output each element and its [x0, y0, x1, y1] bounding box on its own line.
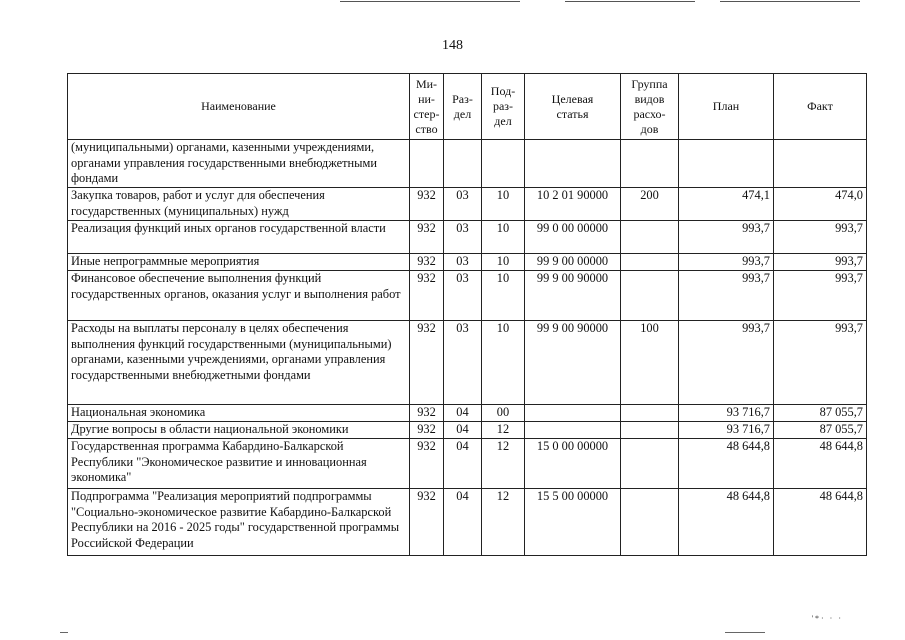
table-row	[68, 271, 867, 321]
row-subsection: 10	[482, 188, 525, 221]
row-subsection: 00	[482, 405, 525, 422]
header-group: Группа видов расхо- дов	[621, 74, 679, 140]
row-section: 04	[444, 439, 482, 489]
row-section: 03	[444, 188, 482, 221]
row-fact: 87 055,7	[774, 405, 867, 422]
row-group	[621, 140, 679, 188]
row-fact: 993,7	[774, 271, 867, 321]
row-target: 10 2 01 90000	[525, 188, 621, 221]
row-plan: 993,7	[679, 271, 774, 321]
row-target: 99 0 00 00000	[525, 221, 621, 254]
footer-dash-left	[60, 632, 68, 633]
row-name: Реализация функций иных органов государственной власти	[68, 221, 410, 254]
row-target	[525, 422, 621, 439]
row-subsection: 12	[482, 422, 525, 439]
row-ministry: 932	[410, 254, 444, 271]
row-ministry: 932	[410, 321, 444, 405]
row-subsection: 10	[482, 221, 525, 254]
row-name: Иные непрограммные мероприятия	[68, 254, 410, 271]
table-row	[68, 489, 867, 556]
table-row	[68, 254, 867, 271]
row-ministry: 932	[410, 405, 444, 422]
header-name: Наименование	[68, 74, 410, 140]
row-name: (муниципальными) органами, казенными учреждениями, органами управления государственными внебюджетными фондами	[68, 140, 410, 188]
row-ministry: 932	[410, 271, 444, 321]
row-name: Национальная экономика	[68, 405, 410, 422]
table-row	[68, 221, 867, 254]
row-group: 200	[621, 188, 679, 221]
row-group	[621, 405, 679, 422]
row-fact: 474,0	[774, 188, 867, 221]
row-plan: 993,7	[679, 254, 774, 271]
row-section: 04	[444, 489, 482, 556]
row-group	[621, 221, 679, 254]
row-ministry: 932	[410, 422, 444, 439]
row-target: 15 0 00 00000	[525, 439, 621, 489]
row-name: Государственная программа Кабардино-Балкарской Республики "Экономическое развитие и инновационная экономика"	[68, 439, 410, 489]
top-rule-mid	[565, 1, 695, 2]
row-target: 99 9 00 90000	[525, 271, 621, 321]
row-section: 04	[444, 405, 482, 422]
top-rule-right	[720, 1, 860, 2]
row-group	[621, 254, 679, 271]
row-name: Подпрограмма "Реализация мероприятий подпрограммы "Социально-экономическое развитие Кабардино-Балкарской Республики на 2016 - 2025 годы" государственной программы Российской Федерации	[68, 489, 410, 556]
row-plan: 474,1	[679, 188, 774, 221]
row-fact	[774, 140, 867, 188]
row-fact: 87 055,7	[774, 422, 867, 439]
footer-dash-right	[725, 632, 765, 633]
header-section: Раз- дел	[444, 74, 482, 140]
row-subsection: 12	[482, 439, 525, 489]
page-number: 148	[442, 38, 463, 53]
row-plan	[679, 140, 774, 188]
row-section: 04	[444, 422, 482, 439]
row-name: Закупка товаров, работ и услуг для обеспечения государственных (муниципальных) нужд	[68, 188, 410, 221]
row-ministry: 932	[410, 221, 444, 254]
row-target	[525, 405, 621, 422]
row-subsection: 10	[482, 271, 525, 321]
row-fact: 993,7	[774, 254, 867, 271]
row-section: 03	[444, 271, 482, 321]
row-name: Финансовое обеспечение выполнения функций государственных органов, оказания услуг и выполнения работ	[68, 271, 410, 321]
row-group: 100	[621, 321, 679, 405]
row-fact: 993,7	[774, 321, 867, 405]
header-ministry: Ми- ни- стер- ство	[410, 74, 444, 140]
row-fact: 48 644,8	[774, 439, 867, 489]
row-group	[621, 422, 679, 439]
row-target	[525, 140, 621, 188]
row-plan: 93 716,7	[679, 422, 774, 439]
row-fact: 48 644,8	[774, 489, 867, 556]
row-group	[621, 271, 679, 321]
row-plan: 48 644,8	[679, 489, 774, 556]
table-row	[68, 321, 867, 405]
table-row	[68, 140, 867, 188]
row-plan: 993,7	[679, 321, 774, 405]
row-plan: 993,7	[679, 221, 774, 254]
table-row	[68, 405, 867, 422]
row-section	[444, 140, 482, 188]
header-target: Целевая статья	[525, 74, 621, 140]
table-row	[68, 439, 867, 489]
row-target: 15 5 00 00000	[525, 489, 621, 556]
row-fact: 993,7	[774, 221, 867, 254]
row-target: 99 9 00 00000	[525, 254, 621, 271]
row-ministry: 932	[410, 188, 444, 221]
row-subsection: 12	[482, 489, 525, 556]
header-fact: Факт	[774, 74, 867, 140]
row-plan: 48 644,8	[679, 439, 774, 489]
header-plan: План	[679, 74, 774, 140]
row-ministry: 932	[410, 439, 444, 489]
footer-marks: '*· · ·	[811, 614, 843, 623]
row-section: 03	[444, 221, 482, 254]
row-plan: 93 716,7	[679, 405, 774, 422]
header-subsection: Под- раз- дел	[482, 74, 525, 140]
row-subsection: 10	[482, 254, 525, 271]
row-name: Другие вопросы в области национальной экономики	[68, 422, 410, 439]
row-target: 99 9 00 90000	[525, 321, 621, 405]
row-group	[621, 489, 679, 556]
table-row	[68, 188, 867, 221]
top-rule-left	[340, 1, 520, 2]
row-subsection: 10	[482, 321, 525, 405]
row-section: 03	[444, 321, 482, 405]
row-name: Расходы на выплаты персоналу в целях обеспечения выполнения функций государственными (муниципальными) органами, казенными учреждениями, органами управления государственными внебюджетными фондами	[68, 321, 410, 405]
row-ministry: 932	[410, 489, 444, 556]
row-subsection	[482, 140, 525, 188]
budget-table	[67, 73, 867, 556]
row-ministry	[410, 140, 444, 188]
table-row	[68, 422, 867, 439]
row-group	[621, 439, 679, 489]
row-section: 03	[444, 254, 482, 271]
